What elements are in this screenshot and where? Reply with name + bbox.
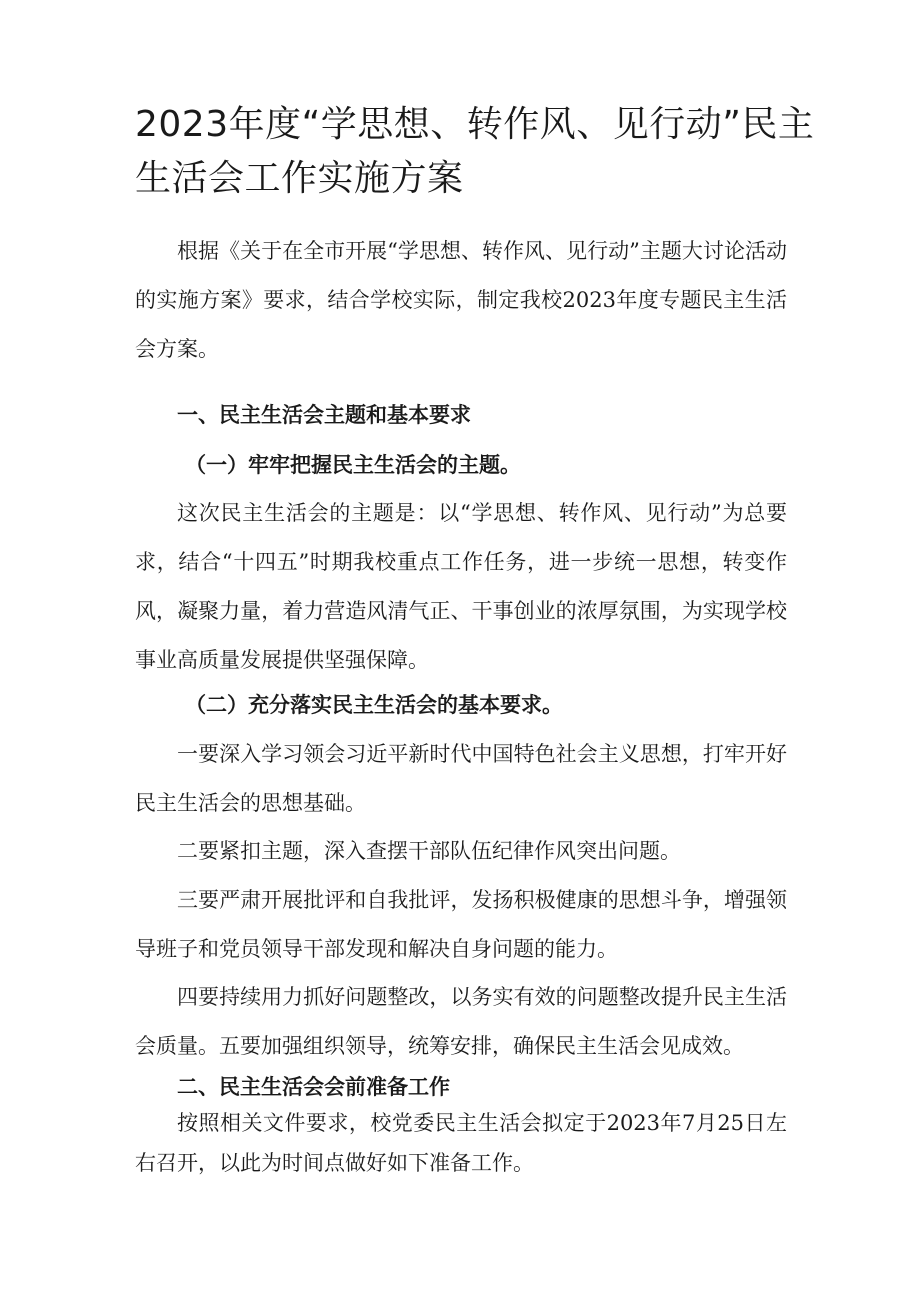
subsection-1-paragraph: 这次民主生活会的主题是：以“学思想、转作风、见行动”为总要求，结合“十四五”时期我校重点工作任务，进一步统一思想，转变作风，凝聚力量，着力营造风清气正、干事创业的浓厚氛围，为实现学校事业高质量发展提供坚强保障。 [135, 501, 787, 672]
subsection-2-heading: （二）充分落实民主生活会的基本要求。 [185, 693, 563, 717]
section-2-heading: 二、民主生活会会前准备工作 [177, 1075, 450, 1099]
subsection-1-heading: （一）牢牢把握民主生活会的主题。 [185, 453, 521, 477]
intro-paragraph: 根据《关于在全市开展“学思想、转作风、见行动”主题大讨论活动的实施方案》要求，结合学校实际，制定我校2023年度专题民主生活会方案。 [135, 239, 787, 361]
requirement-4-5-paragraph: 四要持续用力抓好问题整改，以务实有效的问题整改提升民主生活会质量。五要加强组织领导，统筹安排，确保民主生活会见成效。 [135, 985, 787, 1058]
section-2-paragraph: 按照相关文件要求，校党委民主生活会拟定于2023年7月25日左右召开，以此为时间点做好如下准备工作。 [135, 1111, 787, 1175]
requirement-3-paragraph: 三要严肃开展批评和自我批评，发扬积极健康的思想斗争，增强领导班子和党员领导干部发现和解决自身问题的能力。 [135, 888, 787, 961]
requirement-2-paragraph: 二要紧扣主题，深入查摆干部队伍纪律作风突出问题。 [177, 839, 681, 863]
requirement-1-paragraph: 一要深入学习领会习近平新时代中国特色社会主义思想，打牢开好民主生活会的思想基础。 [135, 742, 787, 815]
document-title: 2023年度“学思想、转作风、见行动”民主生活会工作实施方案 [135, 104, 815, 199]
section-1-heading: 一、民主生活会主题和基本要求 [177, 403, 471, 427]
